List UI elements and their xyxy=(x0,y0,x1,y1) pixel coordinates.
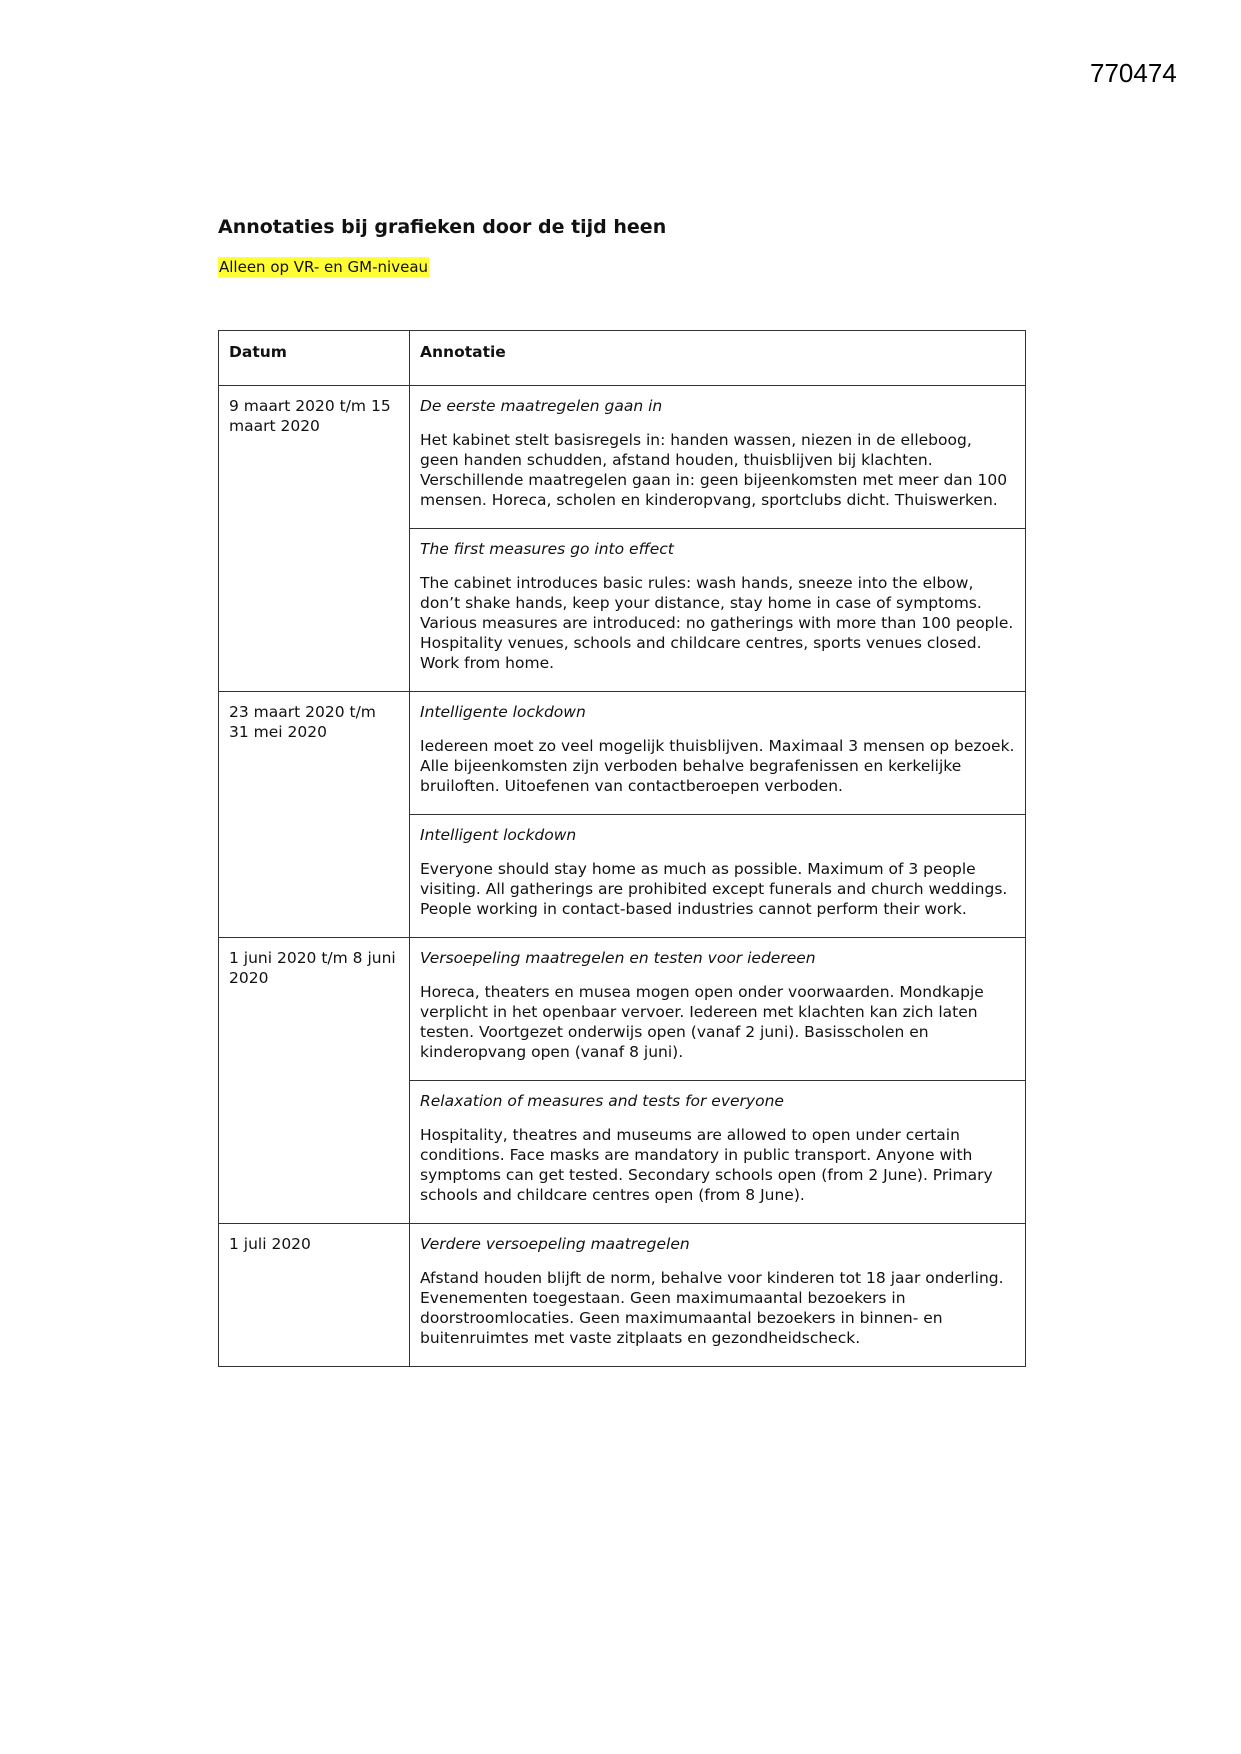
table-row xyxy=(219,1224,1026,1367)
annotation-cell-nl xyxy=(410,386,1026,529)
annotation-cell-nl xyxy=(410,1224,1026,1367)
annotation-title: Relaxation of measures and tests for everyone xyxy=(420,1092,784,1110)
page-title: Annotaties bij grafieken door de tijd heen xyxy=(218,216,667,238)
annotation-cell-nl xyxy=(410,938,1026,1081)
annotation-cell-en xyxy=(410,529,1026,692)
header-date: Datum xyxy=(219,331,410,386)
annotation-title: De eerste maatregelen gaan in xyxy=(420,397,663,415)
annotation-cell-en xyxy=(410,815,1026,938)
annotation-body: Hospitality, theatres and museums are allowed to open under certain conditions. Face masks are mandatory in public transport. Anyone with symptoms can get tested. Secondary schools open (from 2 June). Primary schools and childcare centres open (from 8 June). xyxy=(420,1126,993,1204)
annotations-table xyxy=(218,330,1026,1367)
annotation-body: Afstand houden blijft de norm, behalve voor kinderen tot 18 jaar onderling. Evenementen toegestaan. Geen maximumaantal bezoekers in doorstroomlocaties. Geen maximumaantal bezoekers in binnen- en buitenruimtes met vaste zitplaats en gezondheidscheck. xyxy=(420,1269,1004,1347)
annotation-body: Het kabinet stelt basisregels in: handen wassen, niezen in de elleboog, geen handen schudden, afstand houden, thuisblijven bij klachten. Verschillende maatregelen gaan in: geen bijeenkomsten met meer dan 100 mensen. Horeca, scholen en kinderopvang, sportclubs dicht. Thuiswerken. xyxy=(420,431,1008,509)
table-row xyxy=(219,938,1026,1081)
annotation-body: Horeca, theaters en musea mogen open onder voorwaarden. Mondkapje verplicht in het openbaar vervoer. Iedereen met klachten kan zich laten testen. Voortgezet onderwijs open (vanaf 2 juni). Basisscholen en kinderopvang open (vanaf 8 juni). xyxy=(420,983,984,1061)
date-cell: 23 maart 2020 t/m 31 mei 2020 xyxy=(219,692,410,938)
annotation-title: The first measures go into effect xyxy=(420,540,674,558)
header-annotation: Annotatie xyxy=(410,331,1026,386)
table-row xyxy=(219,692,1026,815)
table-row xyxy=(219,386,1026,529)
page-number: 770474 xyxy=(1090,58,1177,88)
annotation-title: Versoepeling maatregelen en testen voor iedereen xyxy=(420,949,816,967)
date-cell: 1 juli 2020 xyxy=(219,1224,410,1367)
annotation-body: Everyone should stay home as much as possible. Maximum of 3 people visiting. All gatherings are prohibited except funerals and church weddings. People working in contact-based industries cannot perform their work. xyxy=(420,860,1008,918)
annotation-body: The cabinet introduces basic rules: wash hands, sneeze into the elbow, don’t shake hands, keep your distance, stay home in case of symptoms. Various measures are introduced: no gatherings with more than 100 people. Hospitality venues, schools and childcare centres, sports venues closed. Work from home. xyxy=(420,574,1014,672)
annotation-title: Verdere versoepeling maatregelen xyxy=(420,1235,690,1253)
highlighted-note: Alleen op VR- en GM-niveau xyxy=(219,258,429,276)
date-cell: 9 maart 2020 t/m 15 maart 2020 xyxy=(219,386,410,692)
annotation-cell-en xyxy=(410,1081,1026,1224)
annotation-title: Intelligente lockdown xyxy=(420,703,586,721)
date-cell: 1 juni 2020 t/m 8 juni 2020 xyxy=(219,938,410,1224)
table-header-row xyxy=(219,331,1026,386)
annotation-title: Intelligent lockdown xyxy=(420,826,577,844)
annotation-cell-nl xyxy=(410,692,1026,815)
annotation-body: Iedereen moet zo veel mogelijk thuisblijven. Maximaal 3 mensen op bezoek. Alle bijeenkomsten zijn verboden behalve begrafenissen en kerkelijke bruiloften. Uitoefenen van contactberoepen verboden. xyxy=(420,737,1015,795)
